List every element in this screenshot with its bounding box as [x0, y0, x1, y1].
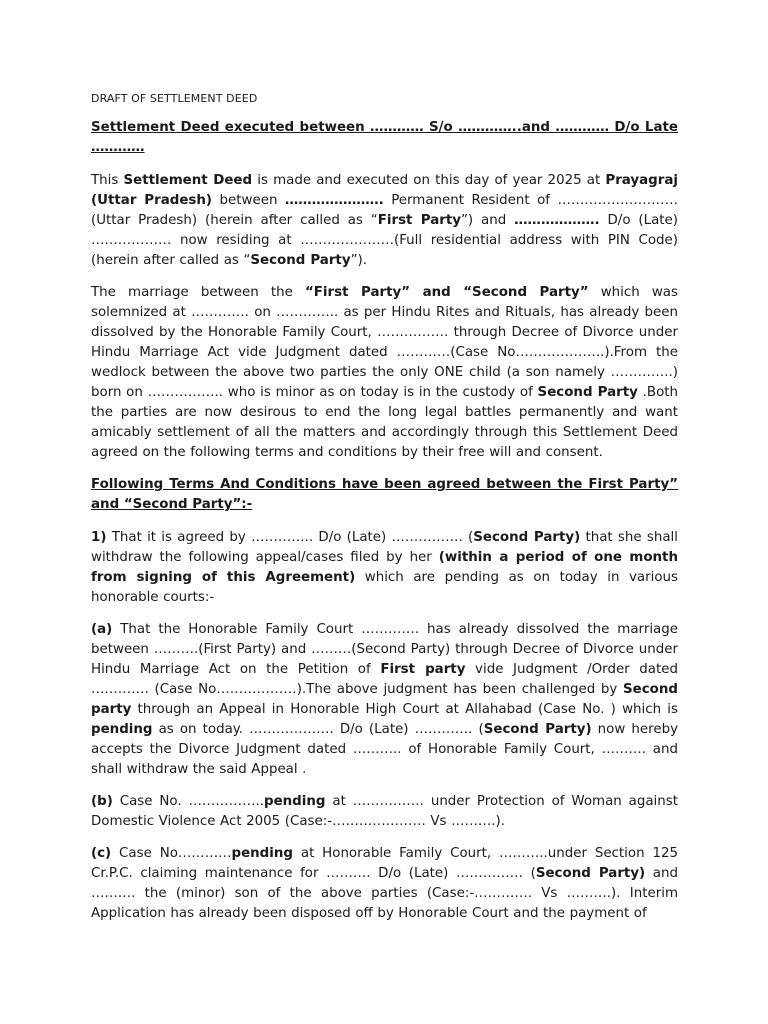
text-run: is made and executed on this day of year 2025 at — [252, 173, 606, 188]
text-run: now hereby accepts the Divorce Judgment dated ……….. of Honorable Family Court, ………. and shall withdraw the said Appeal . — [91, 722, 679, 777]
text-run: Case No. …………….. — [112, 794, 264, 809]
document-title: DRAFT OF SETTLEMENT DEED — [91, 92, 258, 105]
text-run: which are pending as on today in various honorable courts:- — [91, 570, 679, 605]
intro-paragraph — [91, 171, 678, 271]
text-run: at ……………. under Protection of Woman against Domestic Violence Act 2005 (Case:-………………… Vs ……….). — [91, 794, 678, 829]
term-item-a — [91, 620, 678, 780]
terms-heading: Following Terms And Conditions have been agreed between the First Party” and “Second Party”:- — [91, 477, 678, 512]
bold-run: (within a period of one month from signing of this Agreement) — [91, 550, 678, 585]
term-item-1 — [91, 528, 678, 608]
text-run: that she shall withdraw the following appeal/cases filed by her — [91, 530, 678, 565]
bold-run: Second party — [91, 682, 678, 717]
bold-run: Prayagraj (Uttar Pradesh) — [91, 173, 678, 208]
text-run: .Both the parties are now desirous to end the long legal battles permanently and want amicably settlement of all the matters and accordingly through this Settlement Deed agreed on the following terms and conditions by their free will and consent. — [91, 385, 678, 460]
text-run: That it is agreed by ………….. D/o (Late) ……………. ( — [106, 530, 474, 545]
text-run: at Honorable Family Court, ………..under Section 125 Cr.P.C. claiming maintenance for ………. D/o (Late) …………… ( — [91, 846, 678, 881]
bold-run: pending — [231, 846, 293, 861]
term-item-b — [91, 792, 678, 832]
text-run: vide Judgment /Order dated …………. (Case No………………).The above judgment has been challenged by — [91, 662, 679, 697]
bold-run: Second Party) — [473, 530, 581, 545]
bold-run: First party — [380, 662, 466, 677]
bold-run: Second Party) — [483, 722, 592, 737]
text-run: The marriage between the — [91, 285, 305, 300]
bold-run: (b) — [91, 794, 113, 809]
bold-run: pending — [263, 794, 326, 809]
text-run: as on today. ………………. D/o (Late) …………. ( — [152, 722, 484, 737]
deed-heading: Settlement Deed executed between ………… S/o …………..and ………… D/o Late ………… — [91, 120, 678, 155]
bold-run: First Party — [377, 213, 461, 228]
text-run: through an Appeal in Honorable High Court at Allahabad (Case No. ) which is — [131, 702, 678, 717]
text-run: ”) and — [461, 213, 515, 228]
text-run: between — [212, 193, 285, 208]
text-run: Case No………… — [111, 846, 232, 861]
text-run: That the Honorable Family Court …………. has already dissolved the marriage between ……….(First Party) and ………(Second Party) through Decree of Divorce under Hindu Marriage Act on the Petition of — [91, 622, 678, 677]
bold-run: Second Party — [250, 253, 351, 268]
bold-run: “First Party” and “Second Party” — [304, 285, 589, 300]
text-run: Permanent Resident of ……………………… (Uttar Pradesh) (herein after called as “ — [91, 193, 678, 228]
bold-run: ………………. — [514, 213, 600, 228]
bold-run: Settlement Deed — [123, 173, 253, 188]
bold-run: Second Party) — [535, 866, 646, 881]
bold-run: Second Party — [537, 385, 638, 400]
text-run: and ………. the (minor) son of the above parties (Case:-…………. Vs ……….). Interim Application has already been disposed off by Honorable Court and the payment of — [91, 866, 679, 921]
text-run: ”). — [350, 253, 367, 268]
document-page — [91, 92, 678, 936]
text-run: D/o (Late) ……………… now residing at …………………(Full residential address with PIN Code) (herein after called as “ — [91, 213, 679, 268]
text-run: which was solemnized at …………. on ………….. as per Hindu Rites and Rituals, has already been dissolved by the Honorable Family Court, ……………. through Decree of Divorce under Hindu Marriage Act vide Judgment dated …………(Case No………………..).From the wedlock between the above two parties the only ONE child (a son namely …………..) born on …………….. who is minor as on today is in the custody of — [91, 285, 678, 400]
marriage-paragraph — [91, 283, 678, 463]
bold-run: (c) — [91, 846, 112, 861]
bold-run: 1) — [91, 530, 107, 545]
bold-run: …………………. — [284, 193, 384, 208]
bold-run: pending — [91, 722, 153, 737]
bold-run: (a) — [91, 622, 113, 637]
text-run: This — [91, 173, 124, 188]
term-item-c — [91, 844, 678, 924]
